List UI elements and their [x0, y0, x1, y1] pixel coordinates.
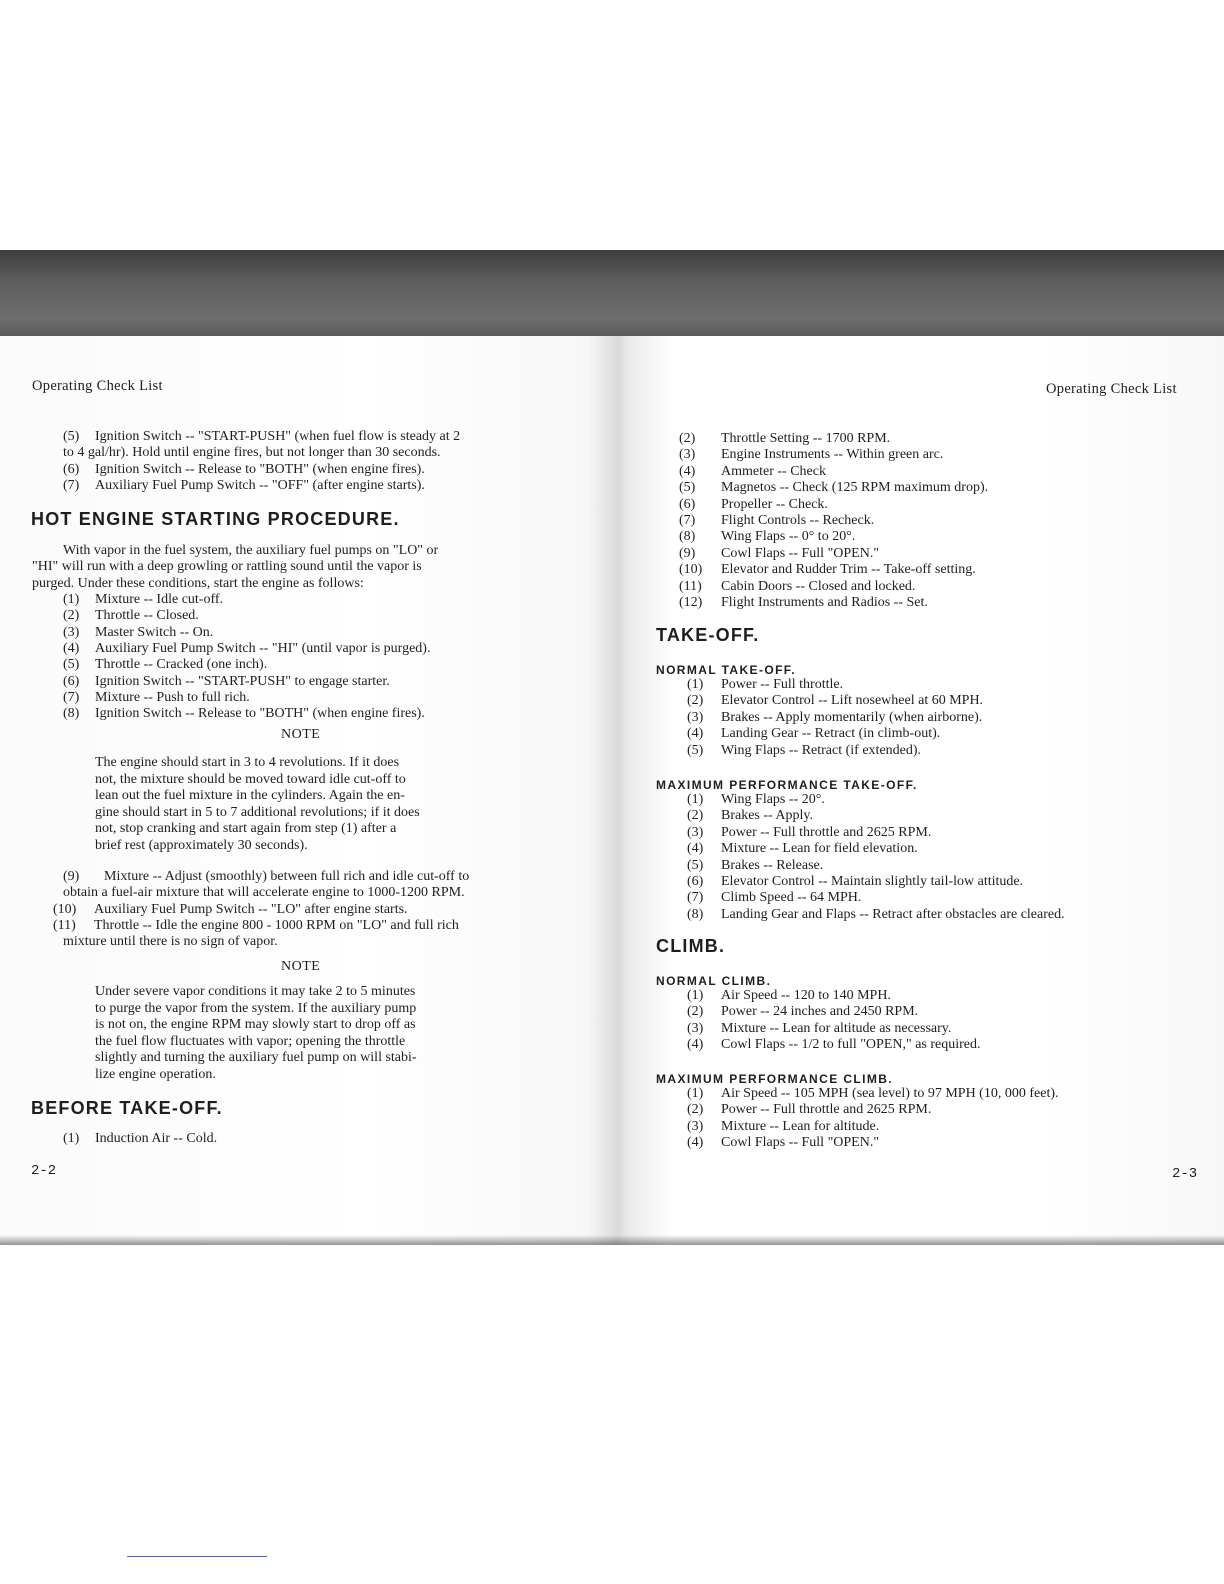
checklist-step [687, 858, 823, 874]
step-text: Power -- Full throttle and 2625 RPM. [721, 824, 932, 840]
step-number: (8) [679, 529, 696, 545]
step-number: (5) [63, 429, 80, 444]
left-page [0, 250, 612, 1245]
checklist-step [63, 478, 425, 494]
step-number: (1) [63, 1131, 80, 1146]
hot-engine-heading: HOT ENGINE STARTING PROCEDURE. [31, 509, 400, 529]
step-number: (2) [687, 693, 704, 709]
step-number: (4) [687, 1037, 704, 1053]
checklist-step [679, 595, 928, 611]
step-number: (3) [679, 447, 696, 463]
step-number: (3) [687, 824, 704, 840]
step-number: (3) [63, 624, 80, 640]
checklist-step [63, 657, 267, 673]
note-text-line: brief rest (approximately 30 seconds). [95, 838, 308, 853]
checklist-step [687, 1021, 951, 1037]
step-text: Throttle -- Cracked (one inch). [95, 657, 268, 673]
step-text: Induction Air -- Cold. [95, 1131, 218, 1146]
intro-line: "HI" will run with a deep growling or rattling sound until the vapor is [32, 559, 422, 575]
checklist-step [679, 579, 915, 595]
step-text: Brakes -- Apply. [721, 808, 814, 824]
step-text: Mixture -- Lean for field elevation. [721, 841, 918, 857]
scanned-spread [0, 250, 1224, 1245]
link-underline [127, 1556, 267, 1557]
max-climb-heading: MAXIMUM PERFORMANCE CLIMB. [656, 1072, 894, 1086]
checklist-step [63, 462, 425, 478]
step-text: Propeller -- Check. [721, 496, 828, 512]
note-text-line: Under severe vapor conditions it may take 2 to 5 minutes [95, 984, 416, 999]
step-text: obtain a fuel-air mixture that will accelerate engine to 1000-1200 RPM. [63, 885, 465, 901]
step-text: Flight Instruments and Radios -- Set. [721, 595, 928, 610]
step-text: Elevator Control -- Lift nosewheel at 60 MPH. [721, 693, 984, 709]
step-text: Ignition Switch -- Release to "BOTH" (when engine fires). [95, 461, 425, 477]
checklist-step [679, 546, 879, 562]
step-number: (4) [687, 1135, 704, 1151]
step-text: Mixture -- Adjust (smoothly) between full rich and idle cut-off to [104, 869, 470, 884]
step-text: Mixture -- Push to full rich. [95, 689, 250, 705]
right-page [612, 250, 1224, 1245]
note-text-line: lean out the fuel mixture in the cylinders. Again the en- [95, 788, 405, 804]
checklist-step [63, 429, 460, 445]
checklist-step [687, 677, 843, 693]
step-number: (1) [687, 677, 704, 692]
checklist-step [687, 792, 825, 808]
step-text: Flight Controls -- Recheck. [721, 513, 875, 528]
step-text: Magnetos -- Check (125 RPM maximum drop). [721, 480, 989, 496]
step-number: (4) [687, 841, 704, 857]
step-text: Mixture -- Idle cut-off. [95, 592, 224, 607]
step-number: (3) [687, 1118, 704, 1134]
step-text: Engine Instruments -- Within green arc. [721, 447, 944, 463]
step-text: Ignition Switch -- "START-PUSH" (when fuel flow is steady at 2 [95, 429, 461, 444]
scan-bottom-edge [0, 1235, 1224, 1245]
checklist-step [63, 885, 465, 901]
checklist-step [63, 625, 213, 641]
note-text-line: the fuel flow fluctuates with vapor; opening the throttle [95, 1033, 406, 1049]
step-text: Mixture -- Lean for altitude as necessary. [721, 1020, 952, 1036]
checklist-step [63, 869, 469, 885]
step-number: (7) [63, 689, 80, 705]
step-text: mixture until there is no sign of vapor. [63, 934, 278, 950]
before-takeoff-heading: BEFORE TAKE-OFF. [31, 1098, 223, 1118]
step-number: (9) [63, 869, 80, 884]
step-number: (3) [687, 709, 704, 725]
step-text: Ignition Switch -- "START-PUSH" to engage starter. [95, 673, 390, 689]
step-text: Air Speed -- 105 MPH (sea level) to 97 MPH (10, 000 feet). [721, 1086, 1059, 1101]
step-text: Ignition Switch -- Release to "BOTH" (when engine fires). [95, 706, 425, 722]
note-text-line: to purge the vapor from the system. If the auxiliary pump [95, 1000, 417, 1016]
step-number: (7) [63, 477, 80, 493]
step-text: Elevator and Rudder Trim -- Take-off setting. [721, 562, 976, 578]
takeoff-heading: TAKE-OFF. [656, 625, 760, 645]
step-number: (9) [679, 545, 696, 561]
checklist-step [53, 918, 459, 934]
step-text: Brakes -- Apply momentarily (when airborne). [721, 709, 983, 725]
max-takeoff-heading: MAXIMUM PERFORMANCE TAKE-OFF. [656, 778, 918, 792]
step-text: to 4 gal/hr). Hold until engine fires, but not longer than 30 seconds. [63, 445, 441, 461]
step-number: (2) [63, 608, 80, 624]
step-number: (1) [687, 1086, 704, 1101]
note-text-line: is not on, the engine RPM may slowly start to drop off as [95, 1017, 416, 1033]
checklist-step [687, 1102, 931, 1118]
step-number: (11) [53, 917, 76, 933]
checklist-step [687, 890, 861, 906]
step-number: (7) [679, 513, 696, 528]
checklist-step [63, 445, 441, 461]
step-number: (3) [687, 1020, 704, 1036]
step-text: Climb Speed -- 64 MPH. [721, 890, 862, 906]
step-text: Cowl Flaps -- 1/2 to full "OPEN," as required. [721, 1037, 981, 1053]
step-number: (5) [687, 742, 704, 758]
checklist-step [679, 513, 874, 529]
step-number: (12) [679, 595, 703, 610]
step-text: Auxiliary Fuel Pump Switch -- "HI" (until vapor is purged). [95, 640, 431, 656]
step-text: Cabin Doors -- Closed and locked. [721, 578, 916, 594]
step-text: Throttle -- Closed. [95, 608, 199, 624]
step-number: (6) [63, 673, 80, 689]
checklist-step [687, 710, 982, 726]
checklist-step [687, 874, 1023, 890]
note-text-line: not, stop cranking and start again from step (1) after a [95, 821, 397, 837]
left-running-head: Operating Check List [32, 378, 163, 394]
step-number: (5) [63, 657, 80, 673]
checklist-step [687, 808, 813, 824]
note-text-line: slightly and turning the auxiliary fuel pump on will stabi- [95, 1050, 417, 1066]
step-text: Ammeter -- Check [721, 463, 826, 479]
checklist-step [687, 1037, 981, 1053]
step-number: (5) [679, 480, 696, 496]
step-text: Landing Gear and Flaps -- Retract after obstacles are cleared. [721, 906, 1065, 922]
step-text: Throttle -- Idle the engine 800 - 1000 RPM on "LO" and full rich [94, 917, 459, 933]
step-text: Elevator Control -- Maintain slightly tail-low attitude. [721, 874, 1024, 889]
note-text-line: lize engine operation. [95, 1067, 216, 1082]
step-number: (2) [687, 1004, 704, 1020]
climb-heading: CLIMB. [656, 936, 726, 956]
note-label: NOTE [281, 727, 321, 742]
step-number: (2) [687, 808, 704, 824]
checklist-step [63, 674, 390, 690]
checklist-step [687, 693, 983, 709]
step-text: Power -- Full throttle and 2625 RPM. [721, 1102, 932, 1118]
step-text: Wing Flaps -- Retract (if extended). [721, 742, 922, 758]
step-text: Wing Flaps -- 0° to 20°. [721, 529, 856, 545]
checklist-step [687, 743, 921, 759]
step-number: (4) [63, 640, 80, 656]
checklist-step [63, 934, 278, 950]
checklist-step [687, 988, 891, 1004]
note-label: NOTE [281, 959, 321, 974]
checklist-step [679, 431, 890, 447]
left-page-number: 2-2 [31, 1163, 57, 1179]
checklist-step [63, 706, 425, 722]
checklist-step [679, 447, 943, 463]
step-text: Throttle Setting -- 1700 RPM. [721, 431, 891, 446]
step-number: (7) [687, 890, 704, 906]
checklist-step [679, 529, 855, 545]
checklist-step [687, 907, 1065, 923]
step-number: (2) [679, 431, 696, 446]
checklist-step [687, 1086, 1059, 1102]
step-number: (4) [687, 726, 704, 742]
checklist-step [63, 690, 250, 706]
step-number: (5) [687, 857, 704, 873]
step-number: (11) [679, 578, 702, 594]
checklist-step [687, 825, 931, 841]
intro-line: purged. Under these conditions, start the engine as follows: [32, 575, 364, 591]
step-number: (6) [63, 461, 80, 477]
checklist-step [63, 1131, 217, 1147]
step-number: (8) [687, 906, 704, 922]
step-text: Air Speed -- 120 to 140 MPH. [721, 988, 891, 1003]
step-text: Power -- Full throttle. [721, 677, 844, 692]
intro-line: With vapor in the fuel system, the auxiliary fuel pumps on "LO" or [63, 543, 439, 558]
checklist-step [687, 1119, 879, 1135]
checklist-step [687, 1135, 879, 1151]
step-text: Landing Gear -- Retract (in climb-out). [721, 726, 941, 742]
note-text-line: not, the mixture should be moved toward idle cut-off to [95, 771, 406, 787]
step-text: Power -- 24 inches and 2450 RPM. [721, 1004, 919, 1020]
step-number: (8) [63, 706, 80, 722]
step-number: (2) [687, 1102, 704, 1118]
note-text-line: gine should start in 5 to 7 additional revolutions; if it does [95, 804, 420, 820]
checklist-step [53, 902, 408, 918]
checklist-step [687, 841, 918, 857]
checklist-step [679, 562, 976, 578]
step-text: Master Switch -- On. [95, 624, 214, 640]
step-number: (1) [63, 592, 80, 607]
checklist-step [679, 464, 826, 480]
checklist-step [63, 608, 199, 624]
checklist-step [63, 592, 223, 608]
normal-takeoff-heading: NORMAL TAKE-OFF. [656, 663, 796, 677]
step-number: (6) [687, 874, 704, 889]
step-number: (10) [679, 562, 703, 578]
note-text-line: The engine should start in 3 to 4 revolutions. If it does [95, 755, 400, 770]
step-text: Auxiliary Fuel Pump Switch -- "OFF" (after engine starts). [95, 477, 425, 493]
step-number: (1) [687, 988, 704, 1003]
checklist-step [63, 641, 430, 657]
checklist-step [687, 726, 940, 742]
step-text: Brakes -- Release. [721, 857, 824, 873]
right-running-head: Operating Check List [1046, 381, 1177, 397]
step-text: Cowl Flaps -- Full "OPEN." [721, 545, 880, 561]
step-text: Auxiliary Fuel Pump Switch -- "LO" after engine starts. [94, 901, 408, 917]
step-number: (1) [687, 792, 704, 807]
checklist-step [679, 480, 988, 496]
checklist-step [679, 497, 828, 513]
step-number: (6) [679, 496, 696, 512]
step-text: Wing Flaps -- 20°. [721, 792, 825, 807]
step-text: Mixture -- Lean for altitude. [721, 1118, 880, 1134]
step-number: (4) [679, 463, 696, 479]
step-text: Cowl Flaps -- Full "OPEN." [721, 1135, 880, 1151]
checklist-step [687, 1004, 918, 1020]
right-page-number: 2-3 [1172, 1166, 1198, 1182]
normal-climb-heading: NORMAL CLIMB. [656, 974, 772, 988]
step-number: (10) [53, 901, 77, 917]
